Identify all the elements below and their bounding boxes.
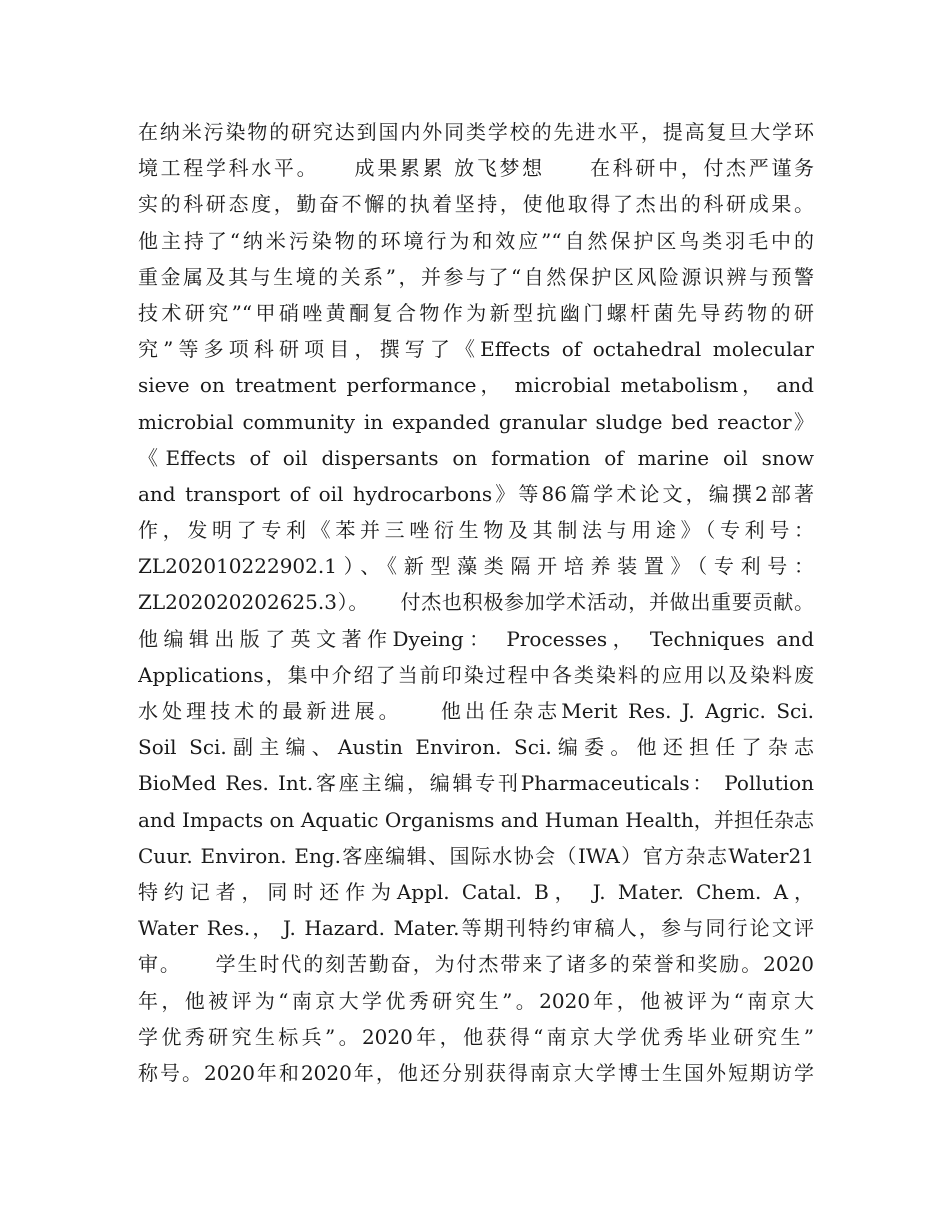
text-line: 境工程学科水平。 成果累累 放飞梦想 在科研中，付杰严谨务 xyxy=(138,156,814,181)
text-line: microbial community in expanded granular sludge bed reactor》 xyxy=(138,409,814,434)
text-line: 在纳米污染物的研究达到国内外同类学校的先进水平，提高复旦大学环 xyxy=(138,120,814,144)
text-line: 重金属及其与生境的关系”，并参与了“自然保护区风险源识辨与预警 xyxy=(138,264,814,289)
text-line: 究”等多项科研项目，撰写了《Effects of octahedral molecular xyxy=(138,337,814,362)
text-line: 他主持了“纳米污染物的环境行为和效应”“自然保护区鸟类羽毛中的 xyxy=(138,228,814,253)
text-line: 技术研究”“甲硝唑黄酮复合物作为新型抗幽门螺杆菌先导药物的研 xyxy=(138,300,814,325)
text-line: 水处理技术的最新进展。 他出任杂志Merit Res. J. Agric. Sci. xyxy=(138,699,814,723)
text-line: 年，他被评为“南京大学优秀研究生”。2020年，他被评为“南京大 xyxy=(138,988,814,1013)
text-line: 《Effects of oil dispersants on formation of marine oil snow xyxy=(138,445,814,470)
text-line: Applications，集中介绍了当前印染过程中各类染料的应用以及染料废 xyxy=(138,662,814,687)
text-line: Water Res.， J. Hazard. Mater.等期刊特约审稿人，参与同行论文评 xyxy=(138,916,814,941)
text-line: ZL202020202625.3）。 付杰也积极参加学术活动，并做出重要贡献。 xyxy=(138,590,814,615)
text-line: 他编辑出版了英文著作Dyeing： Processes， Techniques and xyxy=(138,626,814,651)
article-body xyxy=(138,114,814,1091)
text-line: 学优秀研究生标兵”。2020年，他获得“南京大学优秀毕业研究生” xyxy=(138,1024,814,1049)
text-line: 审。 学生时代的刻苦勤奋，为付杰带来了诸多的荣誉和奖励。2020 xyxy=(138,952,814,977)
text-line: 特约记者，同时还作为Appl. Catal. B， J. Mater. Chem. A， xyxy=(138,879,814,904)
text-line: and Impacts on Aquatic Organisms and Human Health，并担任杂志 xyxy=(138,807,814,832)
text-line: 作，发明了专利《苯并三唑衍生物及其制法与用途》（专利号： xyxy=(138,518,814,543)
text-line: Soil Sci.副主编、Austin Environ. Sci.编委。他还担任了杂志 xyxy=(138,735,814,760)
text-line: sieve on treatment performance， microbial metabolism， and xyxy=(138,373,814,398)
text-line: 称号。2020年和2020年，他还分别获得南京大学博士生国外短期访学 xyxy=(138,1060,814,1085)
text-line: ZL202010222902.1）、《新型藻类隔开培养装置》（专利号： xyxy=(138,554,814,579)
text-line: 实的科研态度，勤奋不懈的执着坚持，使他取得了杰出的科研成果。 xyxy=(138,192,814,217)
text-line: BioMed Res. Int.客座主编，编辑专刊Pharmaceuticals： Pollution xyxy=(138,771,814,796)
text-line: Cuur. Environ. Eng.客座编辑、国际水协会（IWA）官方杂志Water21 xyxy=(138,843,814,868)
text-line: and transport of oil hydrocarbons》等86篇学术论文，编撰2部著 xyxy=(138,481,814,506)
